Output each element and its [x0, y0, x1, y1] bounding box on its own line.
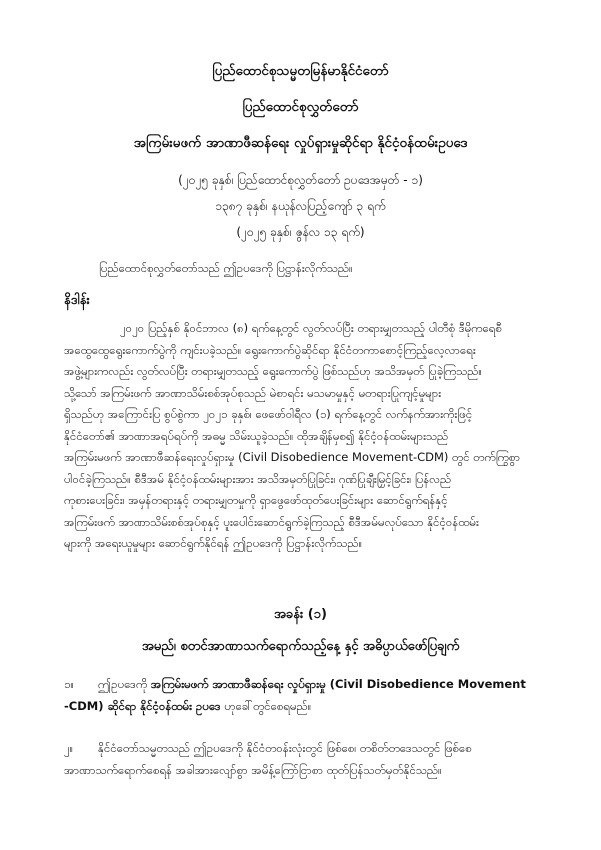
section-number: ၁။	[64, 677, 74, 691]
preamble-line: နိုင်ငံတော်၏ အာဏာအရပ်ရပ်ကို အဓမ္မ သိမ်းယူခဲ့သည်။ ထိုအချိန်မှစ၍ နိုင်ငံ့ဝန်ထမ်းများသည်	[64, 428, 449, 443]
section-text: နိုင်ငံတော်သမ္မတသည် ဤဥပဒေကို နိုင်ငံတဝန်းလုံးတွင် ဖြစ်စေ၊ တစိတ်တဒေသတွင် ဖြစ်စေ	[98, 741, 472, 755]
law-name-bold: အကြမ်းမဖက် အာဏာဖီဆန်ရေး လှုပ်ရှားမှု (Civil Disobedience Movement	[150, 677, 526, 691]
preamble-line: များကို အရေးယူမှုများ ဆောင်ရွက်နိုင်ရန် ဤဥပဒေကို ပြဋ္ဌာန်းလိုက်သည်။	[64, 536, 363, 550]
header-law-title: အကြမ်းမဖက် အာဏာဖီဆန်ရေး လှုပ်ရှားမှုဆိုင်ရာ နိုင်ငံ့ဝန်ထမ်းဥပဒေ	[133, 135, 468, 151]
header-country: ပြည်ထောင်စုသမ္မတမြန်မာနိုင်ငံတော်	[212, 63, 389, 79]
enactment-text: ပြည်ထောင်စုလွှတ်တော်သည် ဤဥပဒေကို ပြဋ္ဌာန်းလိုက်သည်။	[99, 261, 353, 275]
preamble-body	[64, 318, 540, 555]
section-1	[64, 674, 540, 717]
enactment-clause	[99, 258, 539, 280]
preamble-line: အကြမ်းမဖက် အာဏာဖီဆန်ရေးလှုပ်ရှားမှု (Civil Disobedience Movement-CDM) တွင် တက်ကြွစွာ	[64, 450, 521, 464]
preamble-line: ပါဝင်ခဲ့ကြသည်။ စီဒီအမ် နိုင်ငံ့ဝန်ထမ်းများအား အသိအမှတ်ပြုခြင်း၊ ဂုဏ်ပြုချီးမြှင့်ခြင်း၊ ပြန်လည်	[64, 471, 452, 486]
law-name-bold-cont: -CDM) ဆိုင်ရာ နိုင်ငံ့ဝန်ထမ်း ဥပဒေ	[64, 698, 221, 713]
section-2	[64, 738, 540, 781]
myanmar-date: ၁၃၈၇ ခုနှစ်၊ နယုန်လပြည့်ကျော် ၃ ရက်	[215, 199, 386, 213]
preamble-line: ကုစားပေးခြင်း၊ အမှန်တရားနှင့် တရားမျှတမှုကို ရှာဖွေဖော်ထုတ်ပေးခြင်းများ ဆောင်ရွက်ရန်နှင့်	[64, 493, 448, 507]
preamble-line: အကြမ်းဖက် အာဏာသိမ်းစစ်အုပ်စုနှင့် ပူးပေါင်းဆောင်ရွက်ခဲ့ကြသည့် စီဒီအမ်မလုပ်သော နိုင်ငံ့ဝန်ထမ်း	[64, 514, 479, 529]
preamble-line: ၂၀၂၀ ပြည့်နှစ် နိုဝင်ဘာလ (၈) ရက်နေ့တွင် လွတ်လပ်ပြီး တရားမျှတသည့် ပါတီစုံ ဒီမိုကရေစီ	[120, 321, 502, 335]
gregorian-date: (၂၀၂၅ ခုနှစ်၊ ဇွန်လ ၁၃ ရက်)	[236, 225, 365, 239]
section-number: ၂။	[64, 741, 74, 755]
preamble-line: ရှိသည်ဟု အကြောင်းပြ စွပ်စွဲကာ ၂၀၂၁ ခုနှစ်၊ ဖေဖော်ဝါရီလ (၁) ရက်နေ့တွင် လက်နက်အားကိုးဖြင့်	[64, 407, 473, 421]
section-text: အာဏာသက်ရောက်စေရန် အခါအားလျော်စွာ အမိန့်ကြော်ငြာစာ ထုတ်ပြန်သတ်မှတ်နိုင်သည်။	[64, 762, 442, 777]
preamble-line: သို့သော် အကြမ်းဖက် အာဏာသိမ်းစစ်အုပ်စုသည် မဲစာရင်း မသမာမှုနှင့် မတရားပြုကျင့်မှုများ	[64, 385, 442, 400]
header-parliament: ပြည်ထောင်စုလွှတ်တော်	[242, 99, 359, 115]
section-text: ဤဥပဒေကို	[98, 677, 151, 691]
law-number: (၂၀၂၅ ခုနှစ်၊ ပြည်ထောင်စုလွှတ်တော် ဥပဒေအမှတ် - ၁)	[178, 173, 423, 187]
preamble-line: အထွေထွေရွေးကောက်ပွဲကို ကျင်းပခဲ့သည်။ ရွေးကောက်ပွဲဆိုင်ရာ နိုင်ငံတကာစောင့်ကြည့်လေ့လာရေး	[64, 342, 476, 357]
section-text: ဟုခေါ်တွင်စေရမည်။	[220, 698, 312, 713]
chapter-title: အမည်၊ စတင်အာဏာသက်ရောက်သည့်နေ့ နှင့် အဓိပ္ပာယ်ဖော်ပြချက်	[141, 639, 460, 654]
preamble-line: အဖွဲ့များကလည်း လွတ်လပ်ပြီး တရားမျှတသည့် ရွေးကောက်ပွဲ ဖြစ်သည်ဟု အသိအမှတ် ပြုခဲ့ကြသည်။	[64, 364, 482, 378]
chapter-number: အခန်း (၁)	[274, 607, 327, 622]
preamble-title: နိဒါန်း	[64, 293, 90, 308]
